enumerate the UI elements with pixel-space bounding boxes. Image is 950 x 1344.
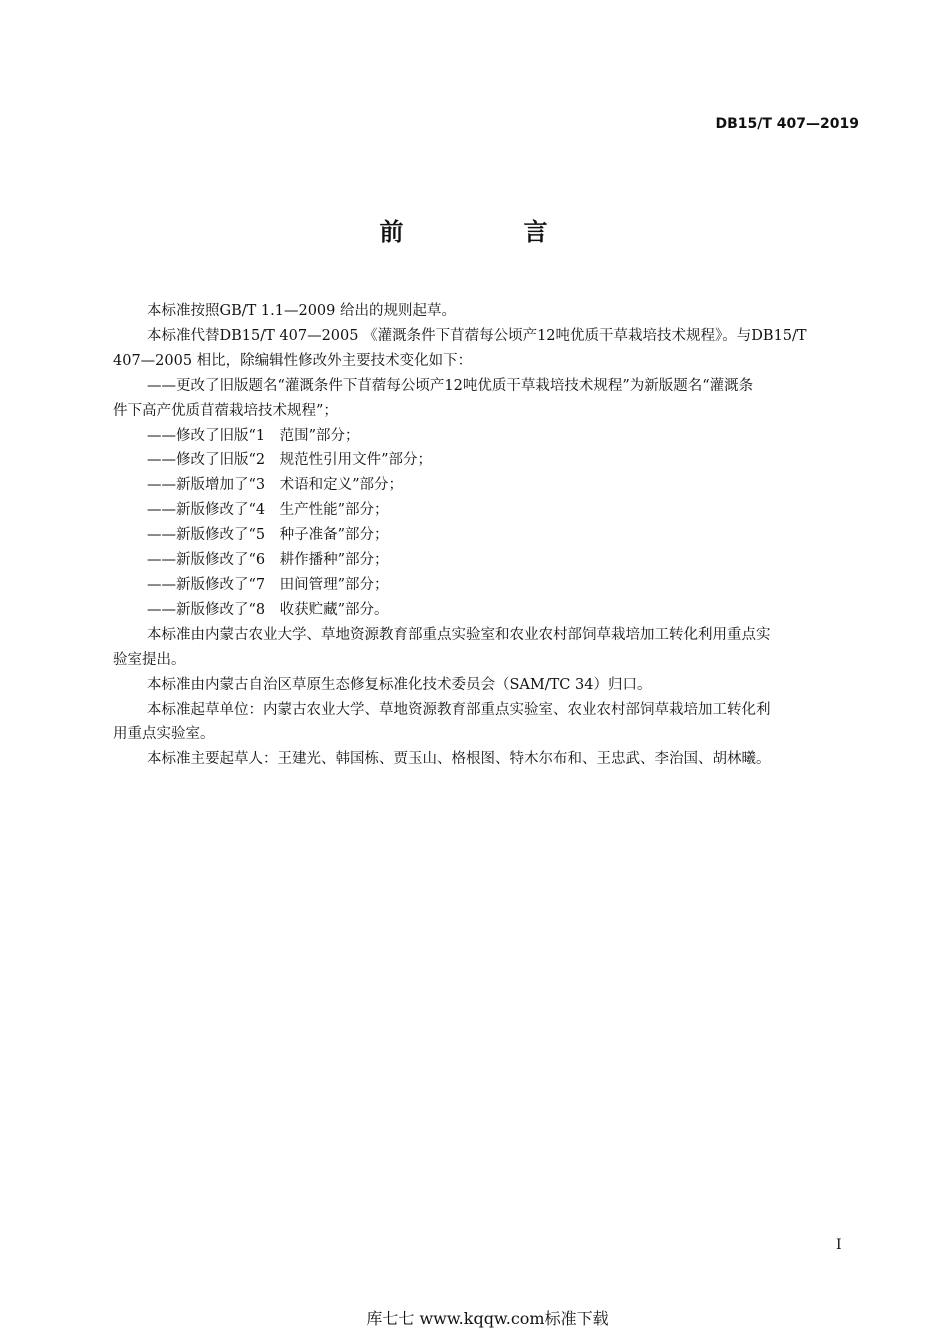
paragraph <box>113 498 861 523</box>
paragraph <box>113 698 861 748</box>
text-line: ——新版修改了“5 种子准备”部分； <box>147 527 389 544</box>
text-line: 本标准起草单位：内蒙古农业大学、草地资源教育部重点实验室、农业农村部饲草栽培加工转化利 <box>147 701 771 718</box>
text-line: 本标准由内蒙古农业大学、草地资源教育部重点实验室和农业农村部饲草栽培加工转化利用重点实 <box>147 626 771 643</box>
paragraph <box>113 299 861 324</box>
text-line: ——新版修改了“7 田间管理”部分； <box>147 576 389 593</box>
paragraph <box>113 523 861 548</box>
page-title: 前 言 <box>379 218 596 246</box>
paragraph <box>113 623 861 673</box>
paragraph <box>113 473 861 498</box>
text-line: 件下高产优质苜蓿栽培技术规程”； <box>113 402 338 419</box>
text-line: 本标准代替DB15/T 407—2005 《灌溉条件下苜蓿每公顷产12吨优质干草栽培技术规程》。与DB15/T <box>147 327 807 344</box>
paragraph <box>113 573 861 598</box>
paragraph <box>113 448 861 473</box>
paragraph <box>113 324 861 374</box>
paragraph <box>113 598 861 623</box>
text-line: ——新版修改了“4 生产性能”部分； <box>147 502 389 519</box>
paragraph <box>113 747 861 772</box>
text-line: 本标准按照GB/T 1.1—2009 给出的规则起草。 <box>147 303 456 319</box>
page-number: I <box>836 1237 842 1253</box>
foreword-body <box>113 299 861 772</box>
paragraph <box>113 374 861 424</box>
standard-code: DB15/T 407—2019 <box>715 116 859 132</box>
paragraph <box>113 673 861 698</box>
paragraph <box>113 548 861 573</box>
text-line: ——更改了旧版题名“灌溉条件下苜蓿每公顷产12吨优质干草栽培技术规程”为新版题名“灌溉条 <box>147 377 754 394</box>
text-line: ——修改了旧版“2 规范性引用文件”部分； <box>147 452 433 469</box>
text-line: 407—2005 相比，除编辑性修改外主要技术变化如下： <box>113 352 473 369</box>
text-line: 用重点实验室。 <box>113 726 215 743</box>
paragraph <box>113 424 861 449</box>
text-line: 本标准由内蒙古自治区草原生态修复标准化技术委员会（SAM/TC 34）归口。 <box>147 676 652 693</box>
text-line: ——新版增加了“3 术语和定义”部分； <box>147 477 404 494</box>
text-line: ——新版修改了“6 耕作播种”部分； <box>147 552 389 569</box>
text-line: ——修改了旧版“1 范围”部分； <box>147 427 360 444</box>
footer-watermark: 库七七 www.kqqw.com标准下载 <box>366 1309 609 1328</box>
text-line: ——新版修改了“8 收获贮藏”部分。 <box>147 601 389 618</box>
text-line: 本标准主要起草人：王建光、韩国栋、贾玉山、格根图、特木尔布和、王忠武、李治国、胡林曦。 <box>147 751 771 768</box>
text-line: 验室提出。 <box>113 651 186 668</box>
